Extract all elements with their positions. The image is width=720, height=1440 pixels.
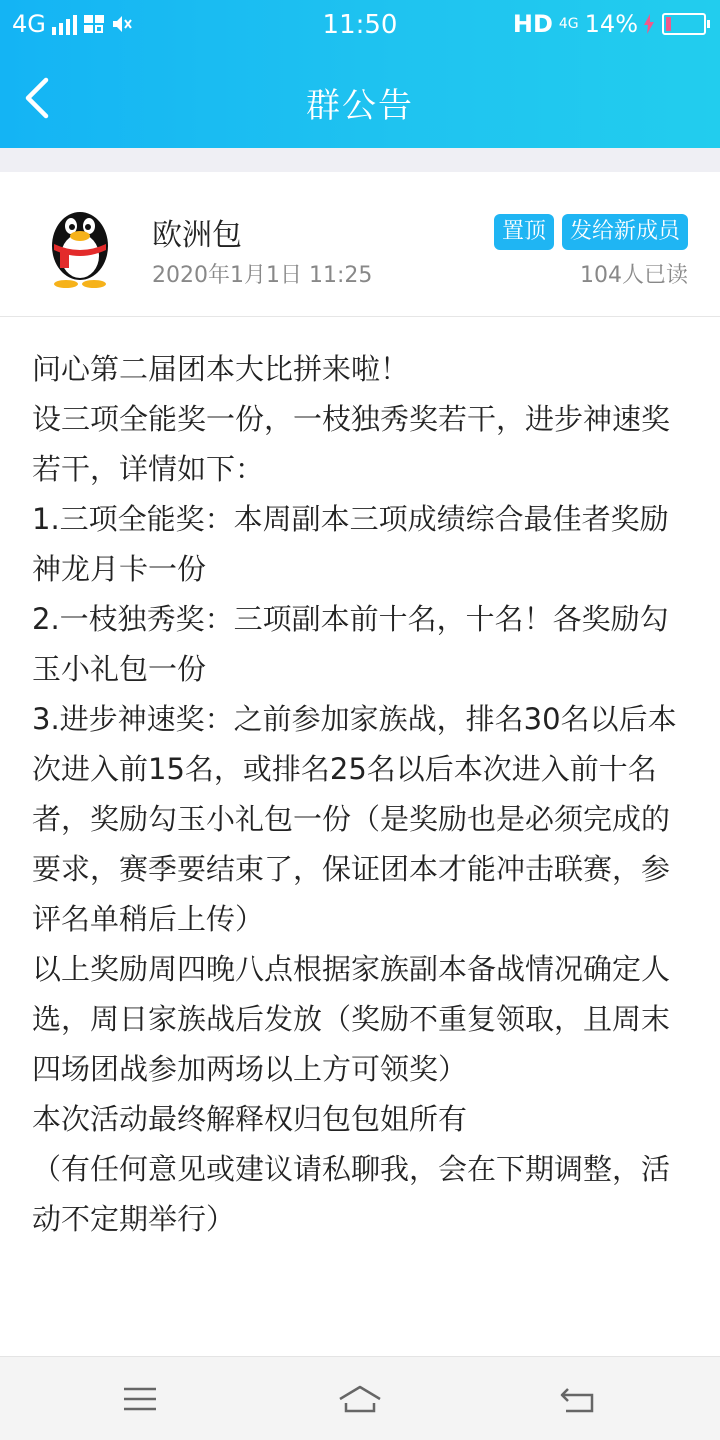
- body-paragraph: （有任何意见或建议请私聊我，会在下期调整，活动不定期举行）: [32, 1152, 671, 1236]
- avatar[interactable]: [40, 202, 120, 288]
- send-to-new-members-badge: 发给新成员: [562, 214, 688, 250]
- read-count[interactable]: 104人已读: [580, 263, 688, 288]
- author-name[interactable]: 欧洲包: [152, 218, 242, 253]
- post-date: 2020年1月1日 11:25: [152, 263, 373, 288]
- status-bar: [0, 0, 720, 48]
- body-paragraph: 1.三项全能奖：本周副本三项成绩综合最佳者奖励神龙月卡一份: [32, 502, 669, 586]
- status-right: [513, 10, 706, 38]
- body-paragraph: 2.一枝独秀奖：三项副本前十名，十名！各奖励勾玉小礼包一份: [32, 602, 669, 686]
- announcement-card: [0, 172, 720, 1356]
- battery-percent: 14%: [584, 10, 638, 38]
- announcement-body: [32, 344, 688, 1244]
- nav-bar: [0, 48, 720, 148]
- home-icon[interactable]: [336, 1383, 384, 1415]
- body-paragraph: 以上奖励周四晚八点根据家族副本备战情况确定人选，周日家族战后发放（奖励不重复领取，且周末四场团战参加两场以上方可领奖）: [32, 952, 671, 1086]
- hd-label: HD: [512, 10, 553, 38]
- back-icon[interactable]: [558, 1383, 598, 1415]
- network-label: 4G: [12, 10, 46, 38]
- badge-group: [494, 214, 688, 250]
- body-paragraph: 设三项全能奖一份，一枝独秀奖若干，进步神速奖若干，详情如下：: [32, 402, 671, 486]
- body-paragraph: 本次活动最终解释权归包包姐所有: [32, 1102, 468, 1136]
- status-time: 11:50: [322, 10, 398, 40]
- divider: [0, 316, 720, 317]
- battery-icon: [662, 13, 706, 35]
- body-paragraph: 问心第二届团本大比拼来啦！: [32, 352, 410, 386]
- body-paragraph: 3.进步神速奖：之前参加家族战，排名30名以后本次进入前15名，或排名25名以后本次进入前十名者，奖励勾玉小礼包一份（是奖励也是必须完成的要求，赛季要结束了，保证团本才能冲击联赛，参评名单稍后上传）: [32, 702, 677, 936]
- system-nav-bar: [0, 1356, 720, 1440]
- page-title: 群公告: [306, 86, 414, 126]
- menu-icon[interactable]: [120, 1383, 160, 1415]
- charging-icon: [644, 14, 654, 34]
- battery-level: [666, 17, 671, 31]
- top-bar: [0, 0, 720, 148]
- network-right-label: 4G: [558, 16, 579, 32]
- pinned-badge: 置顶: [494, 214, 554, 250]
